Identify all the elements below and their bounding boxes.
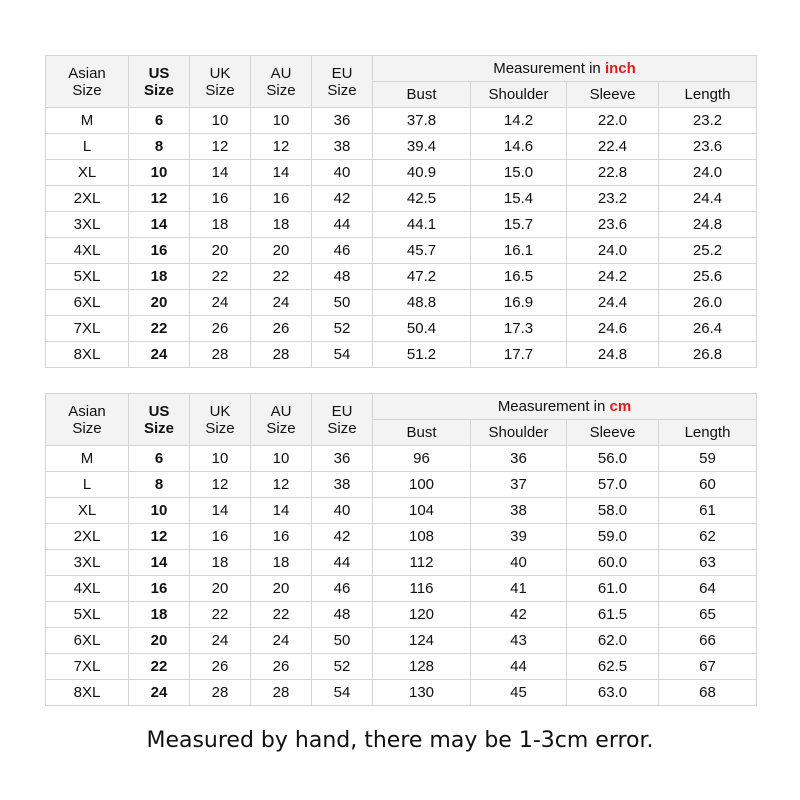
cell-asian-size: L bbox=[46, 134, 129, 160]
cell-shoulder: 44 bbox=[471, 654, 567, 680]
cell-uk-size: 18 bbox=[190, 550, 251, 576]
table-row bbox=[46, 238, 757, 264]
cell-sleeve: 59.0 bbox=[567, 524, 659, 550]
table-row bbox=[46, 186, 757, 212]
header-bust: Bust bbox=[373, 420, 471, 446]
cell-au-size: 14 bbox=[251, 160, 312, 186]
cell-uk-size: 20 bbox=[190, 576, 251, 602]
cell-eu-size: 44 bbox=[312, 550, 373, 576]
cell-length: 26.0 bbox=[659, 290, 757, 316]
table-row bbox=[46, 498, 757, 524]
unit-label: cm bbox=[609, 398, 632, 415]
table-row bbox=[46, 472, 757, 498]
cell-length: 24.0 bbox=[659, 160, 757, 186]
cell-eu-size: 36 bbox=[312, 108, 373, 134]
cell-uk-size: 22 bbox=[190, 602, 251, 628]
cell-shoulder: 15.0 bbox=[471, 160, 567, 186]
cell-sleeve: 61.0 bbox=[567, 576, 659, 602]
cell-sleeve: 24.6 bbox=[567, 316, 659, 342]
table-row bbox=[46, 654, 757, 680]
header-asian-size: Asian Size bbox=[46, 394, 129, 446]
cell-length: 25.6 bbox=[659, 264, 757, 290]
cell-bust: 37.8 bbox=[373, 108, 471, 134]
cell-shoulder: 17.3 bbox=[471, 316, 567, 342]
cell-us-size: 20 bbox=[129, 628, 190, 654]
measurement-header: Measurement in cm bbox=[373, 394, 757, 420]
cell-us-size: 8 bbox=[129, 134, 190, 160]
cell-eu-size: 46 bbox=[312, 238, 373, 264]
cell-bust: 42.5 bbox=[373, 186, 471, 212]
cell-asian-size: XL bbox=[46, 160, 129, 186]
cell-us-size: 14 bbox=[129, 212, 190, 238]
cell-au-size: 22 bbox=[251, 602, 312, 628]
cell-length: 68 bbox=[659, 680, 757, 706]
cell-au-size: 16 bbox=[251, 186, 312, 212]
cell-us-size: 14 bbox=[129, 550, 190, 576]
cell-length: 67 bbox=[659, 654, 757, 680]
cell-bust: 48.8 bbox=[373, 290, 471, 316]
cell-length: 60 bbox=[659, 472, 757, 498]
cell-us-size: 18 bbox=[129, 602, 190, 628]
cell-shoulder: 14.6 bbox=[471, 134, 567, 160]
cell-au-size: 24 bbox=[251, 628, 312, 654]
cell-length: 64 bbox=[659, 576, 757, 602]
cell-eu-size: 40 bbox=[312, 160, 373, 186]
cell-length: 25.2 bbox=[659, 238, 757, 264]
cell-asian-size: 4XL bbox=[46, 238, 129, 264]
cell-shoulder: 40 bbox=[471, 550, 567, 576]
cell-asian-size: 2XL bbox=[46, 524, 129, 550]
table-row bbox=[46, 134, 757, 160]
cell-au-size: 14 bbox=[251, 498, 312, 524]
cell-shoulder: 16.9 bbox=[471, 290, 567, 316]
cell-length: 65 bbox=[659, 602, 757, 628]
header-shoulder: Shoulder bbox=[471, 420, 567, 446]
cell-asian-size: 5XL bbox=[46, 264, 129, 290]
cell-asian-size: 6XL bbox=[46, 290, 129, 316]
cell-eu-size: 48 bbox=[312, 264, 373, 290]
cell-sleeve: 56.0 bbox=[567, 446, 659, 472]
cell-sleeve: 22.4 bbox=[567, 134, 659, 160]
cell-shoulder: 15.4 bbox=[471, 186, 567, 212]
cell-shoulder: 45 bbox=[471, 680, 567, 706]
table-row bbox=[46, 602, 757, 628]
cell-eu-size: 44 bbox=[312, 212, 373, 238]
measurement-note: Measured by hand, there may be 1-3cm error. bbox=[146, 728, 654, 753]
measurement-header: Measurement in inch bbox=[373, 56, 757, 82]
table-row bbox=[46, 264, 757, 290]
header-bust: Bust bbox=[373, 82, 471, 108]
cell-au-size: 12 bbox=[251, 134, 312, 160]
table-row bbox=[46, 576, 757, 602]
cell-asian-size: 8XL bbox=[46, 342, 129, 368]
cell-uk-size: 12 bbox=[190, 472, 251, 498]
cell-uk-size: 12 bbox=[190, 134, 251, 160]
cell-sleeve: 24.4 bbox=[567, 290, 659, 316]
cell-us-size: 22 bbox=[129, 654, 190, 680]
unit-label: inch bbox=[604, 60, 636, 77]
cell-us-size: 10 bbox=[129, 498, 190, 524]
size-table-inch bbox=[45, 55, 757, 368]
cell-shoulder: 43 bbox=[471, 628, 567, 654]
cell-sleeve: 57.0 bbox=[567, 472, 659, 498]
cell-shoulder: 16.1 bbox=[471, 238, 567, 264]
cell-eu-size: 40 bbox=[312, 498, 373, 524]
cell-au-size: 28 bbox=[251, 342, 312, 368]
header-asian-size: Asian Size bbox=[46, 56, 129, 108]
cell-sleeve: 24.2 bbox=[567, 264, 659, 290]
header-length: Length bbox=[659, 82, 757, 108]
cell-sleeve: 22.0 bbox=[567, 108, 659, 134]
cell-shoulder: 17.7 bbox=[471, 342, 567, 368]
cell-us-size: 6 bbox=[129, 446, 190, 472]
cell-length: 24.4 bbox=[659, 186, 757, 212]
cell-bust: 112 bbox=[373, 550, 471, 576]
cell-length: 26.8 bbox=[659, 342, 757, 368]
cell-us-size: 24 bbox=[129, 680, 190, 706]
cell-bust: 50.4 bbox=[373, 316, 471, 342]
cell-uk-size: 26 bbox=[190, 654, 251, 680]
cell-asian-size: M bbox=[46, 446, 129, 472]
header-shoulder: Shoulder bbox=[471, 82, 567, 108]
cell-bust: 128 bbox=[373, 654, 471, 680]
cell-sleeve: 22.8 bbox=[567, 160, 659, 186]
cell-bust: 47.2 bbox=[373, 264, 471, 290]
cell-eu-size: 52 bbox=[312, 316, 373, 342]
cell-au-size: 20 bbox=[251, 238, 312, 264]
cell-sleeve: 23.6 bbox=[567, 212, 659, 238]
cell-bust: 130 bbox=[373, 680, 471, 706]
cell-us-size: 16 bbox=[129, 238, 190, 264]
cell-eu-size: 54 bbox=[312, 680, 373, 706]
table-row bbox=[46, 550, 757, 576]
cell-bust: 40.9 bbox=[373, 160, 471, 186]
cell-sleeve: 61.5 bbox=[567, 602, 659, 628]
cell-asian-size: L bbox=[46, 472, 129, 498]
cell-eu-size: 38 bbox=[312, 472, 373, 498]
cell-bust: 51.2 bbox=[373, 342, 471, 368]
cell-eu-size: 52 bbox=[312, 654, 373, 680]
cell-asian-size: XL bbox=[46, 498, 129, 524]
cell-asian-size: 7XL bbox=[46, 654, 129, 680]
cell-length: 62 bbox=[659, 524, 757, 550]
cell-bust: 116 bbox=[373, 576, 471, 602]
cell-us-size: 12 bbox=[129, 524, 190, 550]
header-eu-size: EU Size bbox=[312, 56, 373, 108]
cell-shoulder: 15.7 bbox=[471, 212, 567, 238]
cell-length: 63 bbox=[659, 550, 757, 576]
cell-uk-size: 10 bbox=[190, 446, 251, 472]
table-row bbox=[46, 342, 757, 368]
cell-au-size: 26 bbox=[251, 316, 312, 342]
table-row bbox=[46, 628, 757, 654]
cell-bust: 124 bbox=[373, 628, 471, 654]
cell-length: 66 bbox=[659, 628, 757, 654]
cell-length: 24.8 bbox=[659, 212, 757, 238]
cell-length: 26.4 bbox=[659, 316, 757, 342]
cell-shoulder: 14.2 bbox=[471, 108, 567, 134]
cell-bust: 96 bbox=[373, 446, 471, 472]
cell-au-size: 26 bbox=[251, 654, 312, 680]
cell-us-size: 10 bbox=[129, 160, 190, 186]
cell-uk-size: 26 bbox=[190, 316, 251, 342]
cell-shoulder: 16.5 bbox=[471, 264, 567, 290]
cell-asian-size: 8XL bbox=[46, 680, 129, 706]
cell-us-size: 12 bbox=[129, 186, 190, 212]
cell-au-size: 16 bbox=[251, 524, 312, 550]
cell-asian-size: 6XL bbox=[46, 628, 129, 654]
header-us-size: US Size bbox=[129, 56, 190, 108]
cell-shoulder: 42 bbox=[471, 602, 567, 628]
table-row bbox=[46, 680, 757, 706]
cell-bust: 100 bbox=[373, 472, 471, 498]
cell-sleeve: 58.0 bbox=[567, 498, 659, 524]
header-uk-size: UK Size bbox=[190, 56, 251, 108]
cell-eu-size: 38 bbox=[312, 134, 373, 160]
cell-eu-size: 42 bbox=[312, 524, 373, 550]
cell-eu-size: 46 bbox=[312, 576, 373, 602]
cell-shoulder: 36 bbox=[471, 446, 567, 472]
cell-bust: 108 bbox=[373, 524, 471, 550]
table-row bbox=[46, 290, 757, 316]
cell-uk-size: 28 bbox=[190, 680, 251, 706]
cell-sleeve: 62.0 bbox=[567, 628, 659, 654]
cell-eu-size: 48 bbox=[312, 602, 373, 628]
cell-sleeve: 24.8 bbox=[567, 342, 659, 368]
cell-uk-size: 16 bbox=[190, 524, 251, 550]
cell-au-size: 18 bbox=[251, 550, 312, 576]
cell-bust: 39.4 bbox=[373, 134, 471, 160]
cell-sleeve: 63.0 bbox=[567, 680, 659, 706]
cell-shoulder: 38 bbox=[471, 498, 567, 524]
cell-uk-size: 24 bbox=[190, 628, 251, 654]
cell-uk-size: 24 bbox=[190, 290, 251, 316]
cell-eu-size: 36 bbox=[312, 446, 373, 472]
cell-asian-size: M bbox=[46, 108, 129, 134]
cell-eu-size: 50 bbox=[312, 628, 373, 654]
cell-sleeve: 60.0 bbox=[567, 550, 659, 576]
cell-shoulder: 39 bbox=[471, 524, 567, 550]
table-row bbox=[46, 108, 757, 134]
cell-au-size: 28 bbox=[251, 680, 312, 706]
cell-uk-size: 14 bbox=[190, 498, 251, 524]
cell-uk-size: 18 bbox=[190, 212, 251, 238]
cell-bust: 104 bbox=[373, 498, 471, 524]
header-au-size: AU Size bbox=[251, 56, 312, 108]
cell-asian-size: 3XL bbox=[46, 550, 129, 576]
cell-eu-size: 42 bbox=[312, 186, 373, 212]
cell-au-size: 18 bbox=[251, 212, 312, 238]
cell-length: 59 bbox=[659, 446, 757, 472]
header-eu-size: EU Size bbox=[312, 394, 373, 446]
cell-au-size: 22 bbox=[251, 264, 312, 290]
cell-us-size: 8 bbox=[129, 472, 190, 498]
header-sleeve: Sleeve bbox=[567, 420, 659, 446]
cell-au-size: 10 bbox=[251, 446, 312, 472]
cell-length: 61 bbox=[659, 498, 757, 524]
cell-uk-size: 10 bbox=[190, 108, 251, 134]
cell-bust: 44.1 bbox=[373, 212, 471, 238]
header-uk-size: UK Size bbox=[190, 394, 251, 446]
cell-shoulder: 37 bbox=[471, 472, 567, 498]
table-row bbox=[46, 446, 757, 472]
size-table-cm bbox=[45, 393, 757, 706]
cell-us-size: 20 bbox=[129, 290, 190, 316]
cell-us-size: 24 bbox=[129, 342, 190, 368]
cell-uk-size: 16 bbox=[190, 186, 251, 212]
cell-asian-size: 7XL bbox=[46, 316, 129, 342]
header-au-size: AU Size bbox=[251, 394, 312, 446]
cell-length: 23.2 bbox=[659, 108, 757, 134]
cell-sleeve: 24.0 bbox=[567, 238, 659, 264]
cell-eu-size: 54 bbox=[312, 342, 373, 368]
table-row bbox=[46, 212, 757, 238]
cell-bust: 45.7 bbox=[373, 238, 471, 264]
cell-sleeve: 23.2 bbox=[567, 186, 659, 212]
table-row bbox=[46, 160, 757, 186]
cell-au-size: 10 bbox=[251, 108, 312, 134]
cell-uk-size: 22 bbox=[190, 264, 251, 290]
cell-asian-size: 4XL bbox=[46, 576, 129, 602]
header-length: Length bbox=[659, 420, 757, 446]
cell-asian-size: 3XL bbox=[46, 212, 129, 238]
cell-sleeve: 62.5 bbox=[567, 654, 659, 680]
cell-uk-size: 14 bbox=[190, 160, 251, 186]
cell-us-size: 16 bbox=[129, 576, 190, 602]
cell-uk-size: 28 bbox=[190, 342, 251, 368]
cell-uk-size: 20 bbox=[190, 238, 251, 264]
table-row bbox=[46, 524, 757, 550]
cell-shoulder: 41 bbox=[471, 576, 567, 602]
cell-au-size: 24 bbox=[251, 290, 312, 316]
cell-au-size: 20 bbox=[251, 576, 312, 602]
cell-us-size: 6 bbox=[129, 108, 190, 134]
cell-us-size: 22 bbox=[129, 316, 190, 342]
cell-bust: 120 bbox=[373, 602, 471, 628]
cell-asian-size: 5XL bbox=[46, 602, 129, 628]
header-us-size: US Size bbox=[129, 394, 190, 446]
table-row bbox=[46, 316, 757, 342]
cell-length: 23.6 bbox=[659, 134, 757, 160]
header-sleeve: Sleeve bbox=[567, 82, 659, 108]
cell-eu-size: 50 bbox=[312, 290, 373, 316]
cell-asian-size: 2XL bbox=[46, 186, 129, 212]
cell-us-size: 18 bbox=[129, 264, 190, 290]
cell-au-size: 12 bbox=[251, 472, 312, 498]
